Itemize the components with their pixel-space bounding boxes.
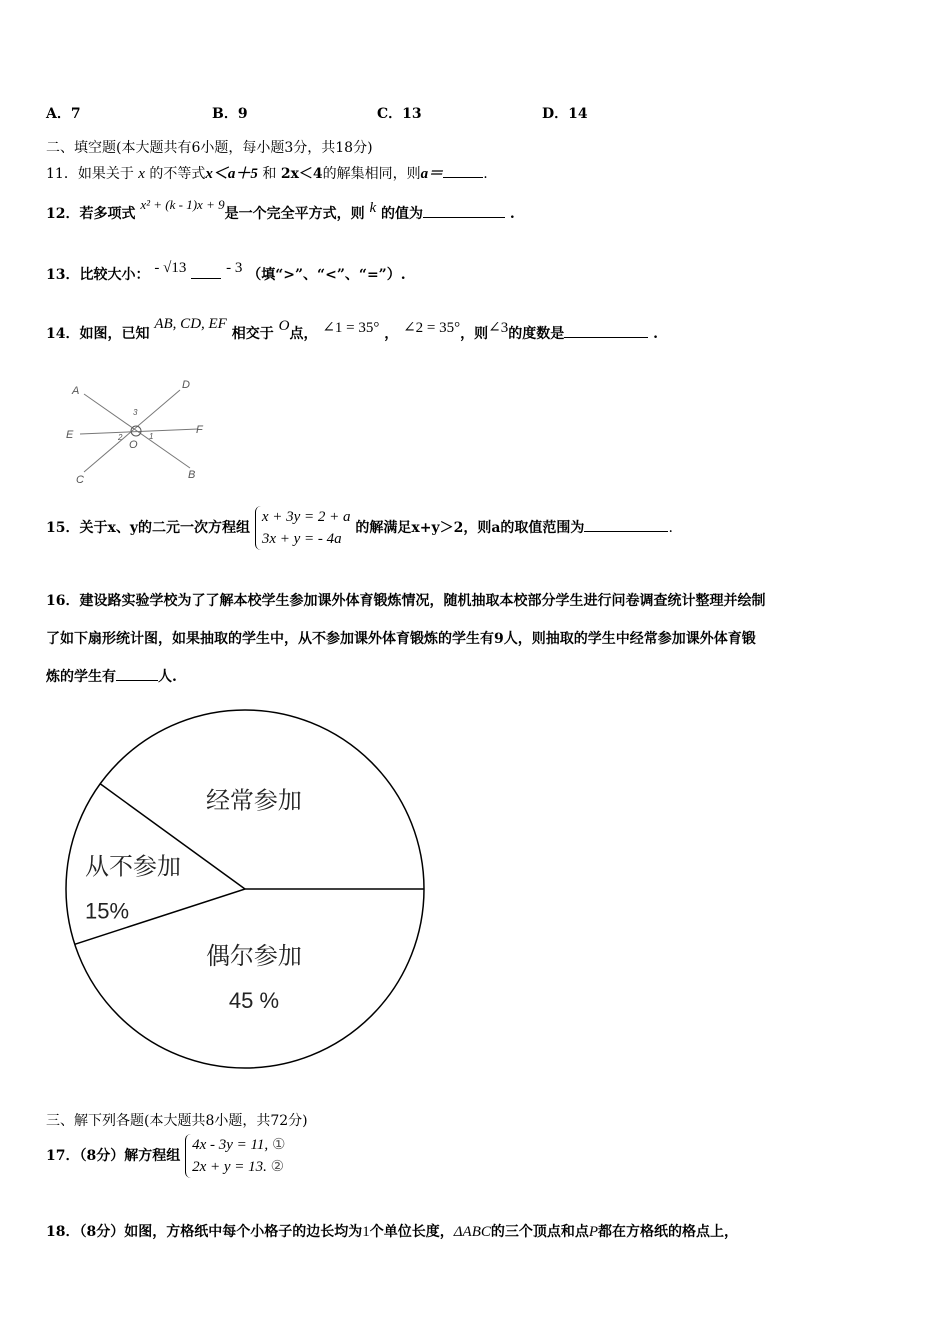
question-17	[46, 1134, 285, 1178]
q11-var-a: a＝	[420, 166, 444, 182]
q13-left: - √13	[154, 260, 187, 276]
q18-text-a: （8分）如图，方格纸中每个小格子的边长均为	[79, 1224, 363, 1240]
q11-num: 11．	[46, 166, 78, 182]
question-13	[46, 260, 406, 284]
question-14	[46, 316, 658, 343]
q13-text-a: 比较大小：	[79, 267, 150, 283]
q14-point: O	[278, 318, 290, 334]
q12-answer-blank	[423, 205, 505, 218]
q16-num: 16．	[46, 593, 80, 609]
pie-slice-label: 从不参加	[85, 853, 181, 881]
q12-text-a: 若多项式	[79, 206, 136, 222]
line-cd	[84, 390, 180, 472]
q14-text-d: ，则	[460, 326, 489, 342]
q17-mark1: ①	[271, 1137, 286, 1153]
label-a: A	[72, 385, 80, 397]
q11-var-x: x	[138, 166, 145, 182]
q11-end: .	[483, 166, 488, 182]
pie-slice-value-label: 45 %	[228, 988, 280, 1014]
q18-num: 18．	[46, 1224, 80, 1240]
q16-line1	[46, 582, 906, 620]
q14-angle3: ∠3	[488, 320, 509, 336]
question-11	[46, 162, 488, 183]
q15-end: .	[668, 520, 673, 536]
q14-angle1: ∠1 = 35°	[322, 320, 380, 336]
q14-answer-blank	[564, 325, 648, 338]
q14-num: 14．	[46, 326, 80, 342]
q12-var-k: k	[369, 200, 377, 216]
q18-text-d: 都在方格纸的格点上，	[598, 1224, 739, 1240]
q18-text-c: 的三个顶点和点	[490, 1224, 589, 1240]
choice-c: C．13	[377, 106, 422, 122]
q11-ineq1: x＜a＋5	[205, 166, 258, 182]
label-angle-1: 1	[149, 432, 154, 441]
q14-sep: ，	[384, 326, 399, 342]
q11-text-d: 的解集相同，则	[322, 166, 421, 182]
pie-chart	[55, 705, 435, 1075]
q14-text-e: 的度数是	[508, 326, 565, 342]
section-2-title: 二、填空题(本大题共有6小题，每小题3分，共18分)	[46, 140, 373, 156]
section-3-title: 三、解下列各题(本大题共8小题，共72分)	[46, 1113, 308, 1129]
q16-line3a: 炼的学生有	[46, 669, 116, 685]
q14-angle2: ∠2 = 35°	[403, 320, 461, 336]
line-ab	[84, 394, 190, 468]
question-15	[46, 506, 673, 550]
q12-text-c: 的值为	[381, 206, 424, 222]
q14-text-a: 如图，已知	[79, 326, 150, 342]
q14-figure	[58, 372, 218, 492]
q17-num: 17．	[46, 1148, 80, 1164]
pie-slice-label: 经常参加	[205, 787, 302, 815]
q15-eq1: x + 3y = 2 + a	[261, 509, 351, 525]
q15-answer-blank	[584, 519, 668, 532]
q15-system	[255, 506, 351, 550]
q17-row2	[192, 1156, 285, 1178]
q18-triangle: ΔABC	[453, 1224, 491, 1240]
q14-text-b: 相交于	[231, 326, 274, 342]
q17-mark2: ②	[270, 1159, 285, 1175]
question-16	[46, 582, 906, 696]
q14-lines: AB, CD, EF	[154, 316, 227, 332]
q14-end: .	[653, 326, 658, 342]
q11-answer-blank	[443, 165, 483, 178]
label-d: D	[182, 379, 190, 391]
choice-a: A．7	[46, 106, 81, 122]
q12-end: .	[509, 206, 515, 222]
q16-answer-blank	[116, 668, 158, 681]
q18-text-b: 个单位长度，	[369, 1224, 454, 1240]
q12-num: 12．	[46, 206, 80, 222]
question-18	[46, 1221, 738, 1241]
choice-b: B．9	[212, 106, 248, 122]
line-ef	[80, 429, 198, 434]
q15-eq2: 3x + y = - 4a	[261, 531, 342, 547]
q15-num: 15．	[46, 520, 80, 536]
q11-text-a: 如果关于	[77, 166, 134, 182]
pie-slice-label: 偶尔参加	[205, 943, 302, 971]
q18-point: P	[588, 1224, 599, 1240]
label-c: C	[76, 474, 84, 486]
q16-line3b: 人.	[158, 669, 177, 685]
choice-d: D．14	[542, 106, 588, 122]
q11-text-b: 的不等式	[149, 166, 206, 182]
label-f: F	[196, 424, 203, 436]
q17-eq1: 4x - 3y = 11,	[192, 1137, 269, 1153]
q17-score: （8分）解方程组	[79, 1148, 181, 1164]
q13-hint: （填“>”、“<”、“=”）.	[247, 267, 406, 283]
q17-row1	[192, 1134, 285, 1156]
q13-right: - 3	[226, 260, 243, 276]
q17-system	[185, 1134, 285, 1178]
q13-answer-blank	[191, 266, 221, 279]
q11-text-c: 和	[262, 166, 277, 182]
q16-line3	[46, 658, 906, 696]
q14-text-c: 点，	[289, 326, 318, 342]
q16-line2: 了如下扇形统计图，如果抽取的学生中，从不参加课外体育锻炼的学生有9人，则抽取的学生中经常参加课外体育锻	[46, 631, 756, 647]
label-b: B	[188, 469, 196, 481]
label-angle-3: 3	[133, 408, 138, 417]
question-12	[46, 197, 515, 223]
q18-one: 1	[362, 1224, 370, 1240]
label-o: O	[129, 439, 138, 451]
pie-slice-value-label: 15%	[85, 898, 130, 924]
q11-ineq2: 2x＜4	[280, 166, 323, 182]
q16-line1-text: 建设路实验学校为了了解本校学生参加课外体育锻炼情况，随机抽取本校部分学生进行问卷调查统计整理并绘制	[79, 593, 766, 609]
q12-poly: x² + (k - 1)x + 9	[140, 197, 225, 212]
q12-text-b: 是一个完全平方式，则	[224, 206, 365, 222]
q15-text-b: 的解满足x+y＞2，则a的取值范围为	[355, 520, 585, 536]
label-angle-2: 2	[118, 433, 123, 442]
label-e: E	[66, 429, 74, 441]
q13-num: 13．	[46, 267, 80, 283]
q17-eq2: 2x + y = 13.	[192, 1159, 267, 1175]
q15-text-a: 关于x、y的二元一次方程组	[79, 520, 250, 536]
